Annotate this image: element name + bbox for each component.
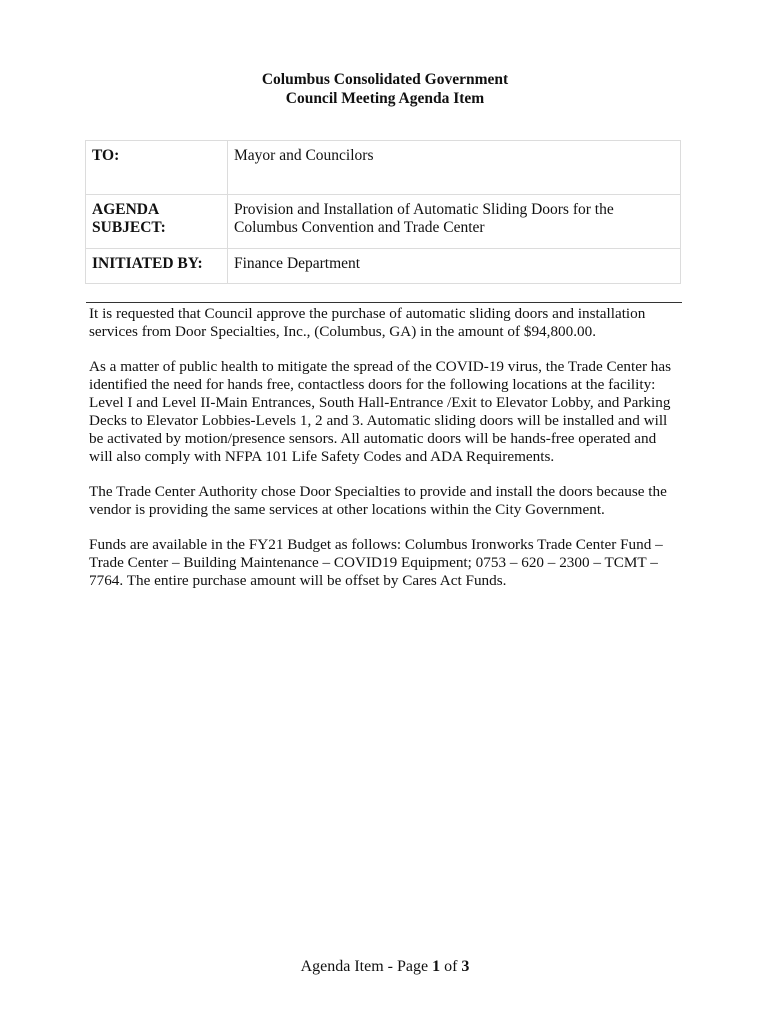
paragraph-vendor: The Trade Center Authority chose Door Specialties to provide and install the doors because the vendor is providing the same services at other locations within the City Government. [89, 483, 667, 518]
agenda-subject-label [86, 195, 228, 249]
document-header [0, 70, 770, 108]
paragraph-justification: As a matter of public health to mitigate the spread of the COVID-19 virus, the Trade Center has identified the need for hands free, contactless doors for the following locations at the facility: Level I and Level II-Main Entrances, South Hall-Entrance /Exit to Elevator Lobby, and Parking Decks to Elevator Lobbies-Levels 1, 2 and 3. Automatic sliding doors will be installed and will be activated by motion/presence sensors. All automatic doors will be hands-free operated and will also comply with NFPA 101 Life Safety Codes and ADA Requirements. [89, 358, 672, 465]
footer-prefix: Agenda Item - Page [300, 958, 433, 975]
agenda-subject-value: Provision and Installation of Automatic Sliding Doors for the Columbus Convention and Trade Center [228, 195, 681, 249]
table-row [86, 141, 681, 195]
initiated-by-value: Finance Department [228, 249, 681, 284]
document-title: Council Meeting Agenda Item [285, 90, 485, 107]
agenda-subject-label-line2: SUBJECT: [92, 219, 166, 236]
government-name: Columbus Consolidated Government [261, 71, 509, 88]
to-label: TO: [86, 141, 228, 195]
document-body [89, 305, 681, 607]
section-divider [86, 302, 682, 303]
total-pages-number: 3 [461, 958, 470, 975]
table-row [86, 195, 681, 249]
table-row [86, 249, 681, 284]
initiated-by-label: INITIATED BY: [86, 249, 228, 284]
agenda-info-table [85, 140, 681, 284]
agenda-subject-label-line1: AGENDA [92, 201, 160, 218]
to-value: Mayor and Councilors [228, 141, 681, 195]
paragraph-request: It is requested that Council approve the purchase of automatic sliding doors and installation services from Door Specialties, Inc., (Columbus, GA) in the amount of $94,800.00. [89, 305, 646, 340]
page-footer [0, 958, 770, 976]
paragraph-funding: Funds are available in the FY21 Budget as follows: Columbus Ironworks Trade Center Fund – Trade Center – Building Maintenance – COVID19 Equipment; 0753 – 620 – 2300 – TCMT – 7764. The entire purchase amount will be offset by Cares Act Funds. [89, 536, 663, 589]
footer-of: of [440, 958, 462, 975]
current-page-number: 1 [432, 958, 441, 975]
